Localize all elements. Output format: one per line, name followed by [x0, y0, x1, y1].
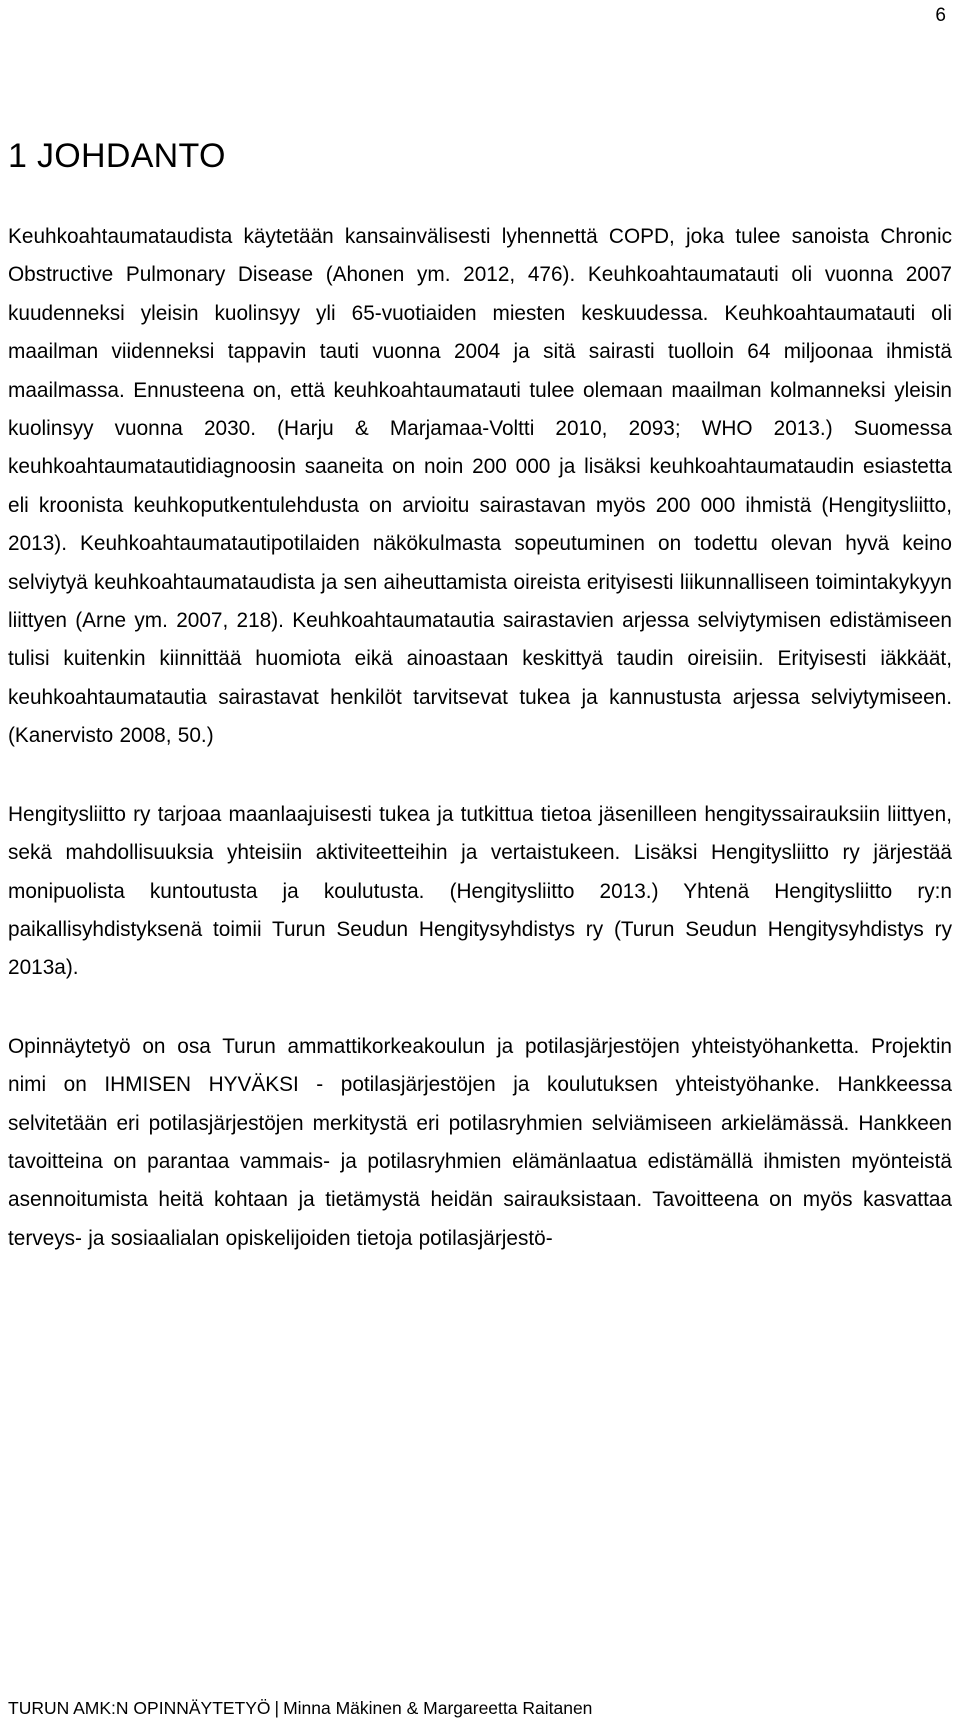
page-number: 6 — [935, 5, 946, 26]
paragraph-hengitysliitto: Hengitysliitto ry tarjoaa maanlaajuisesti tukea ja tutkittua tietoa jäsenilleen hengityssairauksiin liittyen, sekä mahdollisuuksia yhteisiin aktiviteetteihin ja vertaistukeen. Lisäksi Hengitysliitto ry järjestää monipuolista kuntoutusta ja koulutusta. (Hengitysliitto 2013.) Yhtenä Hengitysliitto ry:n paikallisyhdistyksenä toimii Turun Seudun Hengitysyhdistys ry (Turun Seudun Hengitysyhdistys ry 2013a). — [8, 802, 952, 980]
footer-separator: | — [274, 1698, 280, 1718]
footer-authors: Minna Mäkinen & Margareetta Raitanen — [283, 1698, 593, 1718]
page-footer — [8, 1700, 592, 1718]
paragraph-thesis-project: Opinnäytetyö on osa Turun ammattikorkeakoulun ja potilasjärjestöjen yhteistyöhanketta. Projektin nimi on IHMISEN HYVÄKSI - potilasjärjestöjen ja koulutuksen yhteistyöhanke. Hankkeessa selvitetään eri potilasjärjestöjen merkitystä eri potilasryhmien selviämiseen arkielämässä. Hankkeen tavoitteina on parantaa vammais- ja potilasryhmien elämänlaatua edistämällä ihmisten myönteistä asennoitumista heitä kohtaan ja tietämystä heidän sairauksistaan. Tavoitteena on myös kasvattaa terveys- ja sosiaalialan opiskelijoiden tietoja potilasjärjestö- — [8, 1034, 952, 1250]
paragraph-copd-introduction: Keuhkoahtaumataudista käytetään kansainvälisesti lyhennettä COPD, joka tulee sanoista Chronic Obstructive Pulmonary Disease (Ahonen ym. 2012, 476). Keuhkoahtaumatauti oli vuonna 2007 kuudenneksi yleisin kuolinsyy yli 65-vuotiaiden miesten keskuudessa. Keuhkoahtaumatauti oli maailman viidenneksi tappavin tauti vuonna 2004 ja sitä sairasti tuolloin 64 miljoonaa ihmistä maailmassa. Ennusteena on, että keuhkoahtaumatauti tulee olemaan maailman kolmanneksi yleisin kuolinsyy vuonna 2030. (Harju & Marjamaa-Voltti 2010, 2093; WHO 2013.) Suomessa keuhkoahtaumatautidiagnoosin saaneita on noin 200 000 ja lisäksi keuhkoahtaumataudin esiastetta eli kroonista keuhkoputkentulehdusta on arvioitu sairastavan myös 200 000 ihmistä (Hengitysliitto, 2013). Keuhkoahtaumatautipotilaiden näkökulmasta sopeutuminen on todettu olevan hyvä keino selviytyä keuhkoahtaumataudista ja sen aiheuttamista oireista erityisesti liikunnalliseen toimintakykyyn liittyen (Arne ym. 2007, 218). Keuhkoahtaumatautia sairastavien arjessa selviytymisen edistämiseen tulisi kuitenkin kiinnittää huomiota eikä ainoastaan keskittyä taudin oireisiin. Erityisesti iäkkäät, keuhkoahtaumatautia sairastavat henkilöt tarvitsevat tukea ja kannustusta arjessa selviytymiseen. (Kanervisto 2008, 50.) — [8, 225, 952, 748]
chapter-heading: 1 JOHDANTO — [8, 137, 226, 175]
footer-institution: TURUN AMK:N OPINNÄYTETYÖ — [8, 1698, 271, 1718]
body-text — [8, 218, 952, 1258]
